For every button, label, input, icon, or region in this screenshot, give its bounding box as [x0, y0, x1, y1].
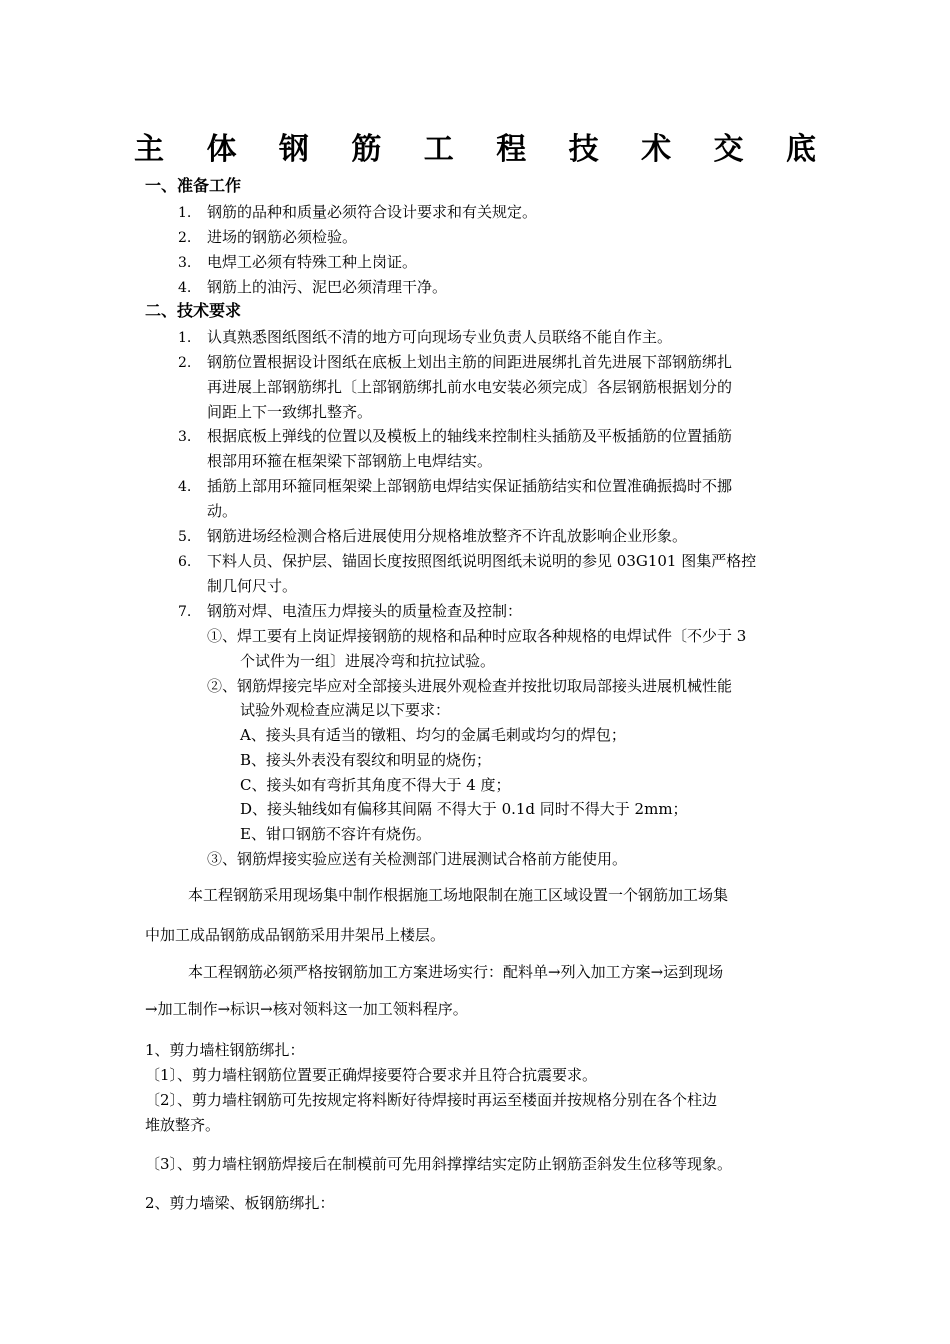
- shear-wall-item: 〔3〕、剪力墙柱钢筋焊接后在制模前可先用斜撑撑结实定防止钢筋歪斜发生位移等现象。: [145, 1155, 733, 1173]
- requirement-item: E、钳口钢筋不容许有烧伤。: [240, 825, 431, 843]
- requirement-item: D、接头轴线如有偏移其间隔 不得大于 0.1d 同时不得大于 2mm；: [240, 800, 688, 818]
- item-number: 1.: [178, 330, 192, 346]
- shear-wall-item: 堆放整齐。: [145, 1116, 221, 1134]
- page-title: 主 体 钢 筋 工 程 技 术 交 底: [134, 132, 832, 167]
- subitem-text: 个试件为一组〕进展冷弯和抗拉试验。: [240, 652, 496, 670]
- paragraph-line: 中加工成品钢筋成品钢筋采用井架吊上楼层。: [145, 926, 446, 944]
- subitem-text: ②、钢筋焊接完毕应对全部接头进展外观检查并按批切取局部接头进展机械性能: [207, 677, 733, 695]
- item-text: 认真熟悉图纸图纸不清的地方可向现场专业负责人员联络不能自作主。: [207, 328, 673, 346]
- paragraph-line: →加工制作→标识→核对领料这一加工领料程序。: [145, 1000, 468, 1018]
- item-text: 钢筋进场经检测合格后进展使用分规格堆放整齐不许乱放影响企业形象。: [207, 527, 688, 545]
- item-text: 根部用环箍在框架梁下部钢筋上电焊结实。: [207, 452, 493, 470]
- subsection-heading: 1、剪力墙柱钢筋绑扎：: [145, 1041, 305, 1059]
- item-number: 4.: [178, 280, 192, 296]
- item-text: 钢筋对焊、电渣压力焊接头的质量检查及控制：: [207, 602, 523, 620]
- item-text: 根据底板上弹线的位置以及模板上的轴线来控制柱头插筋及平板插筋的位置插筋: [207, 427, 733, 445]
- subsection-heading: 2、剪力墙梁、板钢筋绑扎：: [145, 1194, 335, 1212]
- item-text: 下料人员、保护层、锚固长度按照图纸说明图纸未说明的参见 03G101 图集严格控: [207, 552, 757, 570]
- paragraph-line: 本工程钢筋必须严格按钢筋加工方案进场实行：配料单→列入加工方案→运到现场: [188, 963, 724, 981]
- item-text: 间距上下一致绑扎整齐。: [207, 403, 373, 421]
- item-text: 钢筋位置根据设计图纸在底板上划出主筋的间距进展绑扎首先进展下部钢筋绑扎: [207, 353, 733, 371]
- item-text: 动。: [207, 502, 238, 520]
- shear-wall-item: 〔1〕、剪力墙柱钢筋位置要正确焊接要符合要求并且符合抗震要求。: [145, 1066, 598, 1084]
- item-number: 6.: [178, 554, 192, 570]
- item-number: 2.: [178, 355, 192, 371]
- item-number: 3.: [178, 429, 192, 445]
- subitem-text: ③、钢筋焊接实验应送有关检测部门进展测试合格前方能使用。: [207, 850, 628, 868]
- paragraph-line: 本工程钢筋采用现场集中制作根据施工场地限制在施工区域设置一个钢筋加工场集: [188, 886, 729, 904]
- item-text: 钢筋上的油污、泥巴必须清理干净。: [207, 278, 448, 296]
- item-text: 钢筋的品种和质量必须符合设计要求和有关规定。: [207, 203, 538, 221]
- requirement-item: A、接头具有适当的镦粗、均匀的金属毛刺或均匀的焊包；: [240, 726, 626, 744]
- subitem-text: ①、焊工要有上岗证焊接钢筋的规格和品种时应取各种规格的电焊试件〔不少于 3: [207, 627, 747, 645]
- item-number: 5.: [178, 529, 192, 545]
- subitem-text: 试验外观检查应满足以下要求：: [240, 701, 451, 719]
- item-number: 1.: [178, 205, 192, 221]
- item-text: 电焊工必须有特殊工种上岗证。: [207, 253, 418, 271]
- item-text: 进场的钢筋必须检验。: [207, 228, 358, 246]
- section-heading: 一、准备工作: [145, 176, 242, 195]
- item-text: 插筋上部用环箍同框架梁上部钢筋电焊结实保证插筋结实和位置准确振捣时不挪: [207, 477, 733, 495]
- item-text: 制几何尺寸。: [207, 577, 298, 595]
- item-number: 3.: [178, 255, 192, 271]
- requirement-item: B、接头外表没有裂纹和明显的烧伤；: [240, 751, 492, 769]
- item-text: 再进展上部钢筋绑扎〔上部钢筋绑扎前水电安装必须完成〕各层钢筋根据划分的: [207, 378, 733, 396]
- item-number: 2.: [178, 230, 192, 246]
- item-number: 7.: [178, 604, 192, 620]
- section-heading: 二、技术要求: [145, 301, 242, 320]
- shear-wall-item: 〔2〕、剪力墙柱钢筋可先按规定将料断好待焊接时再运至楼面并按规格分别在各个柱边: [145, 1091, 718, 1109]
- item-number: 4.: [178, 479, 192, 495]
- requirement-item: C、接头如有弯折其角度不得大于 4 度；: [240, 776, 511, 794]
